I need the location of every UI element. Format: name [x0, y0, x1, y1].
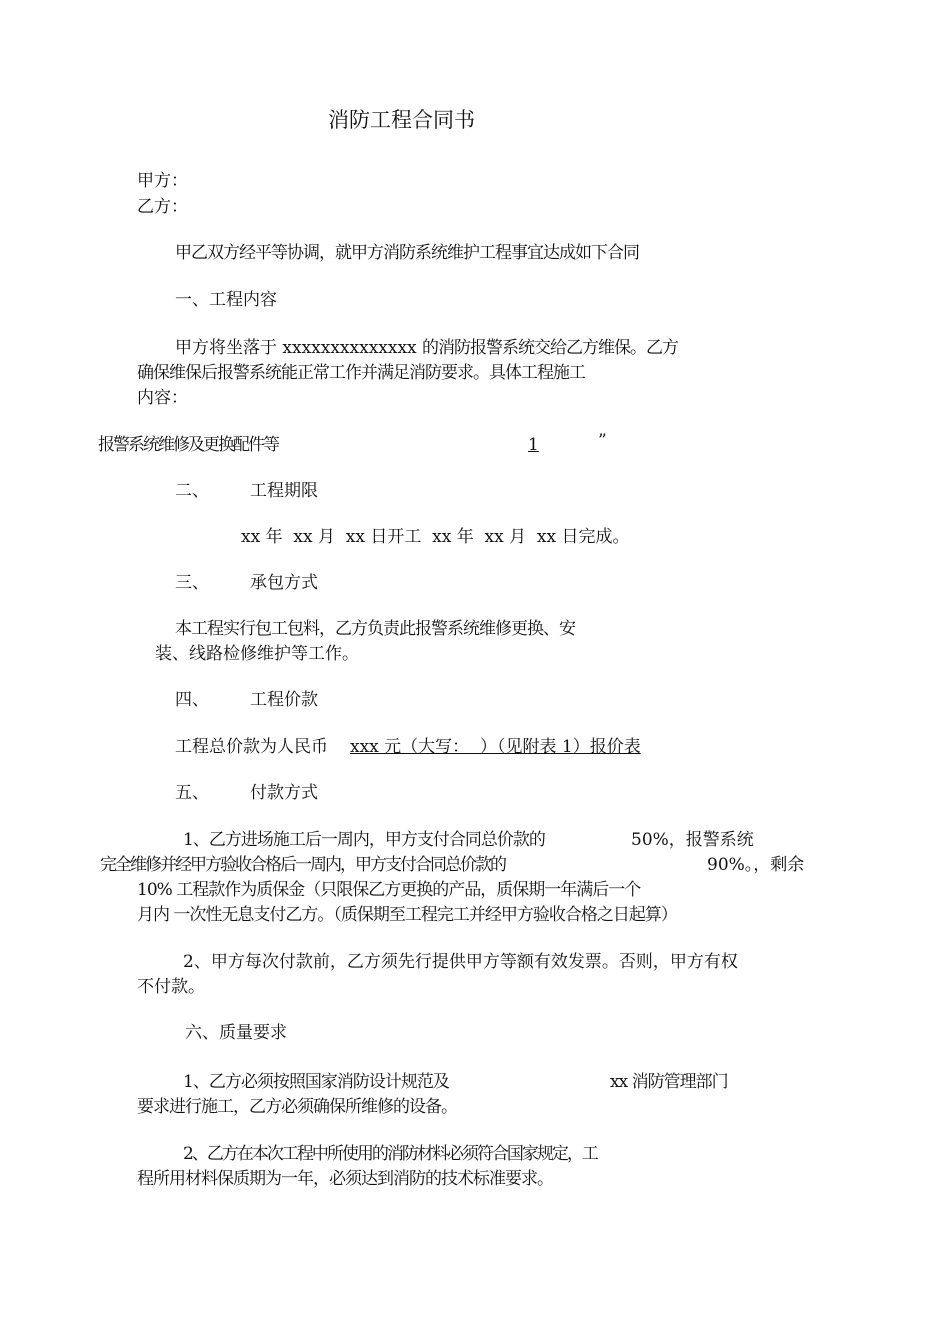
section-5-heading-number: 五、	[175, 783, 209, 803]
section-1-line-1a: 甲方将坐落于 xxxxxxxxxxxxxx	[175, 338, 417, 358]
work-item-mark: ”	[598, 431, 607, 451]
intro-paragraph: 甲乙双方经平等协调，就甲方消防系统维护工程事宜达成如下合同	[175, 243, 639, 263]
section-1-line-2: 确保维保后报警系统能正常工作并满足消防要求。具体工程施工	[137, 363, 585, 383]
section-2-period: xx 年 xx 月 xx 日开工 xx 年 xx 月 xx 日完成。	[241, 527, 630, 547]
section-3-line-2: 装、线路检修维护等工作。	[155, 644, 359, 664]
section-3-line-1: 本工程实行包工包料，乙方负责此报警系统维修更换、安	[175, 619, 575, 639]
quality-2-line-2: 程所用材料保质期为一年，必须达到消防的技术标准要求。	[137, 1169, 553, 1189]
payment-1-line-1a: 1、乙方进场施工后一周内，甲方支付合同总价款的	[183, 830, 545, 850]
section-2-heading-number: 二、	[175, 481, 209, 501]
payment-1-line-4: 月内 一次性无息支付乙方。（质保期至工程完工并经甲方验收合格之日起算）	[137, 905, 677, 925]
payment-2-line-1: 2、甲方每次付款前，乙方须先行提供甲方等额有效发票。否则，甲方有权	[183, 952, 738, 972]
payment-1-line-1b: 50%，报警系统	[631, 830, 754, 850]
section-1-heading: 一、工程内容	[175, 290, 277, 310]
document-title: 消防工程合同书	[328, 108, 475, 132]
section-2-heading: 工程期限	[250, 481, 318, 501]
section-4-price-amount: xxx 元（大写： ）（见附表 1）报价表	[350, 737, 641, 757]
party-a-label: 甲方：	[137, 171, 188, 191]
section-5-heading: 付款方式	[250, 783, 318, 803]
section-3-heading-number: 三、	[175, 573, 209, 593]
section-1-line-1b: 的消防报警系统交给乙方维保。乙方	[422, 338, 678, 358]
section-4-price-prefix: 工程总价款为人民币	[175, 737, 334, 757]
section-1-line-3: 内容：	[137, 388, 188, 408]
section-3-heading: 承包方式	[250, 573, 318, 593]
party-b-label: 乙方：	[137, 197, 188, 217]
section-6-heading: 六、质量要求	[185, 1023, 287, 1043]
work-item-label: 报警系统维修及更换配件等	[98, 435, 278, 455]
section-4-heading: 工程价款	[250, 690, 318, 710]
payment-2-line-2: 不付款。	[137, 977, 205, 997]
work-item-number: 1	[528, 435, 539, 455]
quality-1-line-1b: xx 消防管理部门	[610, 1072, 728, 1092]
section-4-heading-number: 四、	[175, 690, 209, 710]
payment-1-line-2a: 完全维修并经甲方验收合格后一周内，甲方支付合同总价款的	[100, 855, 505, 875]
payment-1-line-3: 10% 工程款作为质保金（只限保乙方更换的产品，质保期一年满后一个	[137, 880, 641, 900]
quality-1-line-2: 要求进行施工，乙方必须确保所维修的设备。	[137, 1097, 457, 1117]
quality-2-line-1: 2、乙方在本次工程中所使用的消防材料必须符合国家规定，工	[183, 1144, 597, 1164]
quality-1-line-1a: 1、乙方必须按照国家消防设计规范及	[183, 1072, 449, 1092]
payment-1-line-2b: 90%。，剩余	[707, 855, 805, 875]
